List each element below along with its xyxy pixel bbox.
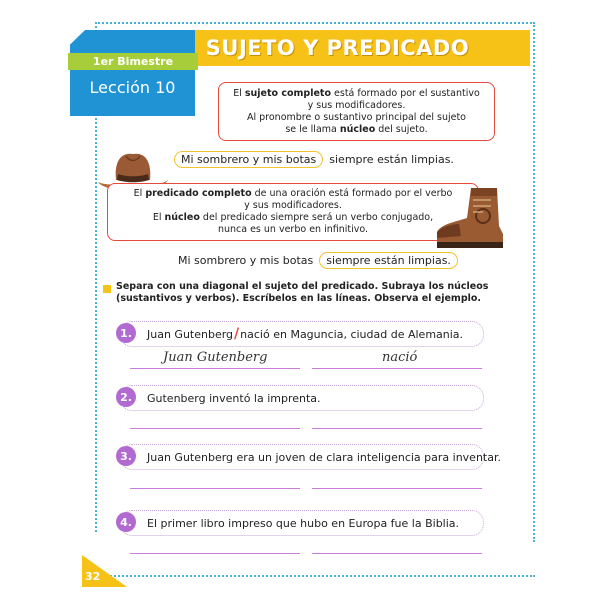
instruction-bullet xyxy=(103,285,111,293)
definition-line: nunca es un verbo en infinitivo. xyxy=(217,224,369,235)
exercise-box-3 xyxy=(120,444,501,470)
page-title: SUJETO Y PREDICADO xyxy=(205,36,470,60)
exercise-box-2 xyxy=(120,385,484,411)
exercise-number: 1. xyxy=(116,323,136,343)
exercise-box-1 xyxy=(120,321,484,347)
answer-subject: Juan Gutenberg xyxy=(163,350,268,365)
predicado-definition-box xyxy=(107,183,479,241)
exercise-sentence: El primer libro impreso que hubo en Europa fue la Biblia. xyxy=(147,516,460,530)
answer-line-verb[interactable] xyxy=(312,488,482,489)
definition-line: y sus modificadores. xyxy=(244,200,342,211)
definition-line: El núcleo del predicado siempre será un verbo conjugado, xyxy=(152,212,434,223)
definition-line: El sujeto completo está formado por el sustantivo xyxy=(233,87,480,99)
page-border-right xyxy=(533,22,535,542)
exercise-box-4 xyxy=(120,510,484,536)
page-number: 32 xyxy=(85,570,101,583)
page-border-top xyxy=(95,22,535,24)
answer-line-subject[interactable] xyxy=(130,428,300,429)
predicate-text: siempre están limpias. xyxy=(329,153,454,166)
exercise-number: 2. xyxy=(116,387,136,407)
answer-line-verb[interactable] xyxy=(312,553,482,554)
exercise-number: 4. xyxy=(116,512,136,532)
lesson-tab xyxy=(70,30,195,116)
answer-line-subject[interactable] xyxy=(130,368,300,369)
answer-line-verb[interactable] xyxy=(312,428,482,429)
boot-icon xyxy=(433,186,505,252)
answer-line-subject[interactable] xyxy=(130,553,300,554)
definition-line: y sus modificadores. xyxy=(307,99,406,111)
subject-highlight: Mi sombrero y mis botas xyxy=(174,151,323,168)
exercise-sentence: Gutenberg inventó la imprenta. xyxy=(147,391,321,405)
diagonal-mark: / xyxy=(234,326,240,342)
answer-verb: nació xyxy=(382,350,418,365)
sample-sentence-2 xyxy=(178,252,458,269)
sujeto-definition-box xyxy=(218,82,495,141)
title-banner xyxy=(145,30,530,66)
sample-sentence-1 xyxy=(174,151,454,168)
exercise-number: 3. xyxy=(116,446,136,466)
bimestre-label: 1er Bimestre xyxy=(92,55,174,68)
exercise-sentence: Juan Gutenberg/nació en Maguncia, ciudad de Alemania. xyxy=(147,326,464,342)
definition-line: El predicado completo de una oración está formado por el verbo xyxy=(133,188,453,199)
instructions-text: Separa con una diagonal el sujeto del predicado. Subraya los núcleos (sustantivos y verbos). Escríbelos en las líneas. Observa el ejemplo. xyxy=(116,281,489,304)
exercise-sentence: Juan Gutenberg era un joven de clara inteligencia para inventar. xyxy=(147,450,501,464)
page-border-bottom xyxy=(95,575,535,577)
definition-line: Al pronombre o sustantivo principal del sujeto xyxy=(246,111,466,123)
subject-text: Mi sombrero y mis botas xyxy=(178,254,314,267)
predicate-highlight: siempre están limpias. xyxy=(319,252,458,269)
answer-line-verb[interactable] xyxy=(312,368,482,369)
lesson-label: Lección 10 xyxy=(89,78,176,97)
definition-line: se le llama núcleo del sujeto. xyxy=(285,123,428,135)
bimestre-banner xyxy=(68,53,198,70)
answer-line-subject[interactable] xyxy=(130,488,300,489)
